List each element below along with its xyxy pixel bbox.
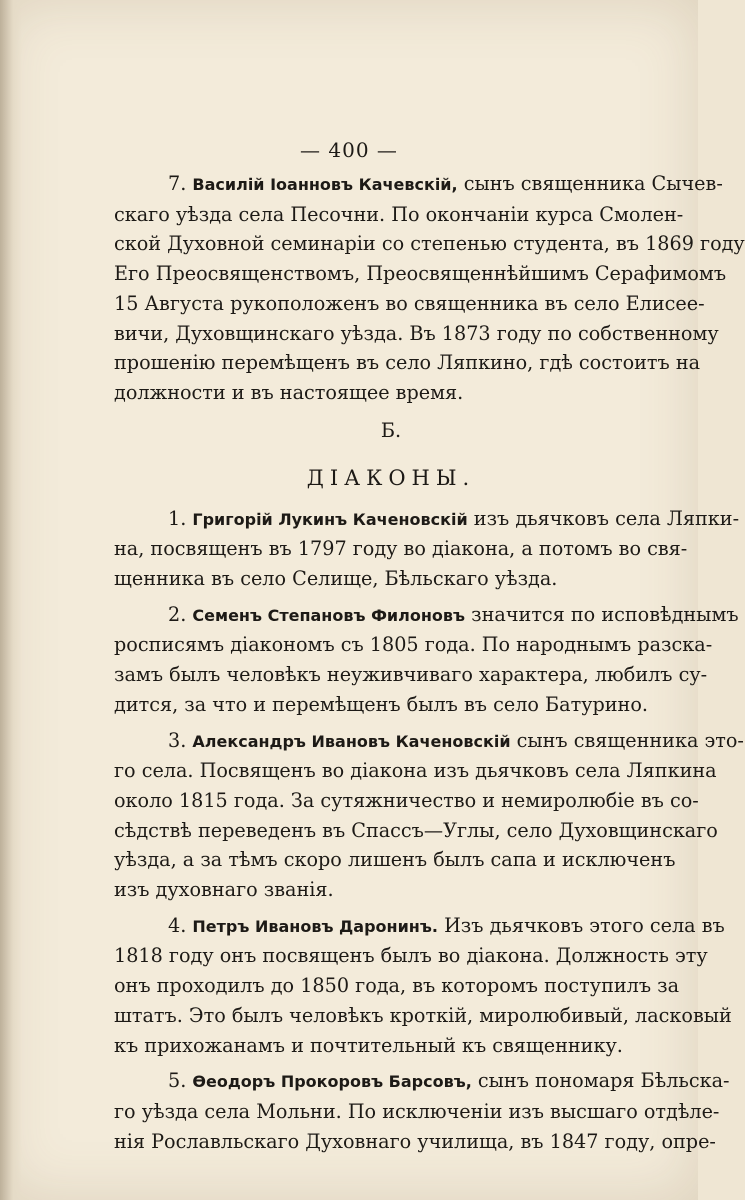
text-line: штатъ. Это былъ человѣкъ кроткій, миролюбивый, ласковый (114, 1003, 732, 1027)
text-line: къ прихожанамъ и почтительный къ священнику. (114, 1033, 623, 1057)
line-text: сынъ священника Сычев- (457, 172, 723, 195)
text-line: го села. Посвященъ во діакона изъ дьячковъ села Ляпкина (114, 759, 717, 783)
entry-number: 3. (168, 728, 193, 752)
person-name: Григорій Лукинъ Каченовскій (192, 509, 468, 529)
text-line: уѣзда, а за тѣмъ скоро лишенъ былъ сапа и исключенъ (114, 848, 676, 872)
text-line: замъ былъ человѣкъ неуживчиваго характера, любилъ су- (114, 663, 708, 687)
entry-number: 2. (168, 602, 193, 626)
line-text: Изъ дьячковъ этого села въ (437, 913, 725, 937)
line-text: значится по исповѣднымъ (465, 602, 739, 626)
text-line (114, 726, 744, 757)
entries-deacons (114, 504, 744, 1157)
text-line: сѣдствѣ переведенъ въ Спассъ—Углы, село Духовщинскаго (114, 818, 718, 842)
text-line: онъ проходилъ до 1850 года, въ которомъ поступилъ за (114, 974, 680, 998)
text-line: дится, за что и перемѣщенъ былъ въ село Батурино. (114, 692, 648, 716)
entry-number: 5. (168, 1069, 193, 1093)
text-line: на, посвященъ въ 1797 году во діакона, а потомъ во свя- (114, 537, 688, 561)
text-line: ской Духовной семинаріи со степенью студента, въ 1869 году (114, 232, 745, 256)
person-name: Петръ Ивановъ Даронинъ. (192, 916, 438, 936)
text-line: скаго уѣзда села Песочни. По окончаніи курса Смолен- (114, 202, 684, 226)
text-line: росписямъ діакономъ съ 1805 года. По народнымъ разска- (114, 633, 713, 657)
entry-number: 1. (168, 506, 193, 530)
page-body (114, 169, 745, 1156)
page-number: — 400 — (300, 138, 398, 162)
text-line: го уѣзда села Мольни. По исключеніи изъ высшаго отдѣле- (114, 1099, 720, 1123)
section-title: ДІАКОНЫ. (306, 465, 476, 490)
text-line: щенника въ село Селище, Бѣльскаго уѣзда. (114, 567, 558, 591)
text-line: 1818 году онъ посвященъ былъ во діакона. Должность эту (114, 944, 708, 968)
line-text: сынъ священника это- (510, 728, 744, 752)
text-line (114, 911, 725, 942)
text-line: изъ духовнаго званія. (114, 878, 334, 902)
person-name: Василій Іоанновъ Качевскій, (192, 175, 458, 194)
person-name: Семенъ Степановъ Филоновъ (192, 605, 466, 625)
person-name: Өеодоръ Прокоровъ Барсовъ, (192, 1072, 472, 1092)
entry-paragraph (114, 1066, 730, 1156)
section-letter: Б. (380, 418, 402, 442)
entry-paragraph (114, 504, 740, 594)
text-line: нія Рославльскаго Духовнаго училища, въ 1847 году, опре- (114, 1129, 716, 1153)
text-line: около 1815 года. За сутяжничество и немиролюбіе въ со- (114, 788, 699, 812)
text-line: 15 Августа рукоположенъ во священника въ село Елисее- (114, 291, 705, 315)
entry-number: 7. (168, 172, 193, 195)
entry-paragraph (114, 600, 739, 720)
entry-number: 4. (168, 913, 193, 937)
entry-paragraph (114, 911, 732, 1061)
entries-priests (114, 169, 745, 408)
text-line (114, 1066, 730, 1097)
text-line: вичи, Духовщинскаго уѣзда. Въ 1873 году по собственному (114, 321, 719, 345)
text-line: Его Преосвященствомъ, Преосвященнѣйшимъ Серафимомъ (114, 262, 727, 286)
text-line (114, 504, 740, 535)
line-text: сынъ пономаря Бѣльска- (471, 1069, 730, 1093)
text-line: должности и въ настоящее время. (114, 380, 464, 404)
entry-paragraph (114, 726, 744, 905)
entry-paragraph (114, 169, 745, 408)
text-line (114, 169, 723, 200)
text-line: прошенію перемѣщенъ въ село Ляпкино, гдѣ состоитъ на (114, 351, 701, 375)
text-line (114, 600, 739, 631)
person-name: Александръ Ивановъ Каченовскій (192, 731, 511, 751)
line-text: изъ дьячковъ села Ляпки- (467, 506, 740, 530)
binding-gutter (0, 0, 22, 1200)
